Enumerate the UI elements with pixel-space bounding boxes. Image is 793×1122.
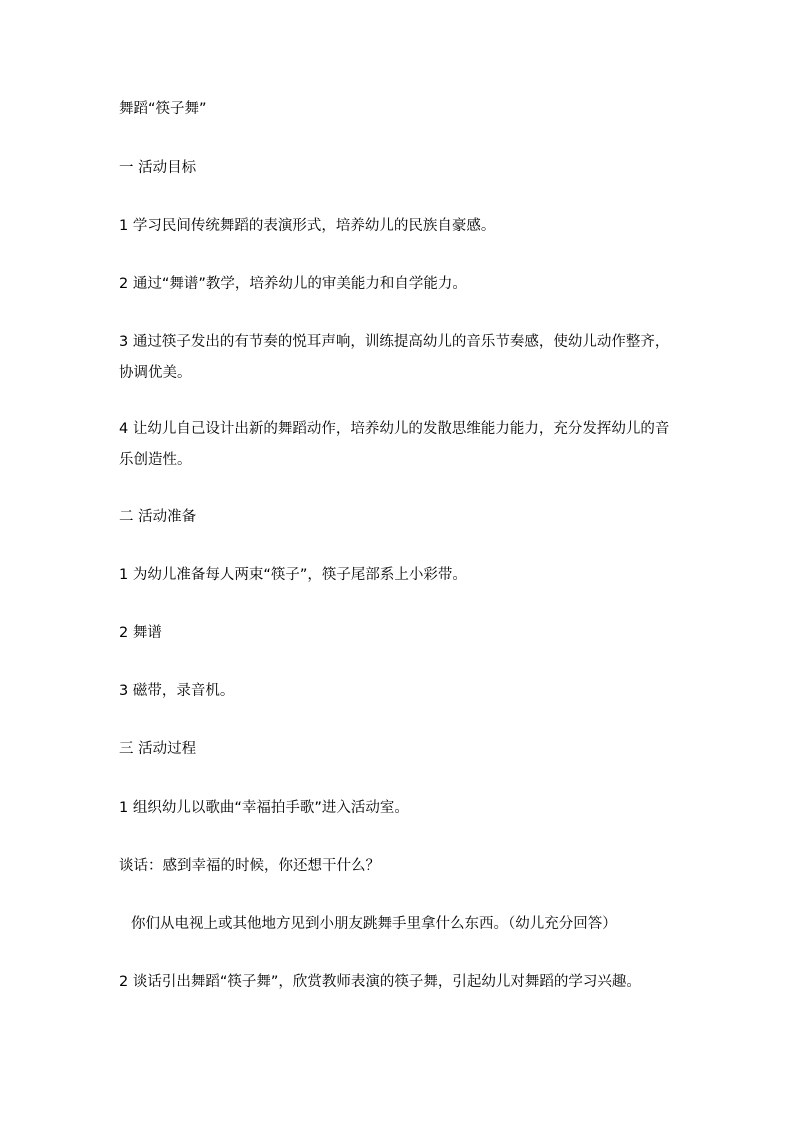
process-item-1: 1 组织幼儿以歌曲“幸福拍手歌”进入活动室。 — [119, 800, 409, 816]
section-heading-preparation: 二 活动准备 — [119, 509, 197, 525]
process-question: 你们从电视上或其他地方见到小朋友跳舞手里拿什么东西。（幼儿充分回答） — [131, 916, 617, 932]
goal-item-1: 1 学习民间传统舞蹈的表演形式，培养幼儿的民族自豪感。 — [119, 218, 496, 234]
preparation-item-2: 2 舞谱 — [119, 625, 162, 641]
process-item-2: 2 谈话引出舞蹈“筷子舞”，欣赏教师表演的筷子舞，引起幼儿对舞蹈的学习兴趣。 — [119, 974, 641, 990]
process-dialogue: 谈话：感到幸福的时候，你还想干什么？ — [119, 858, 380, 874]
preparation-item-1: 1 为幼儿准备每人两束“筷子”，筷子尾部系上小彩带。 — [119, 567, 467, 583]
document-title: 舞蹈“筷子舞” — [119, 101, 207, 117]
goal-item-2: 2 通过“舞谱”教学，培养幼儿的审美能力和自学能力。 — [119, 276, 467, 292]
section-heading-process: 三 活动过程 — [119, 741, 197, 757]
goal-item-3: 3 通过筷子发出的有节奏的悦耳声响，训练提高幼儿的音乐节奏感，使幼儿动作整齐，协调优美。 — [119, 334, 670, 381]
goal-item-4: 4 让幼儿自己设计出新的舞蹈动作，培养幼儿的发散思维能力能力，充分发挥幼儿的音乐创造性。 — [119, 421, 670, 468]
section-heading-goals: 一 活动目标 — [119, 160, 197, 176]
preparation-item-3: 3 磁带，录音机。 — [119, 683, 235, 699]
